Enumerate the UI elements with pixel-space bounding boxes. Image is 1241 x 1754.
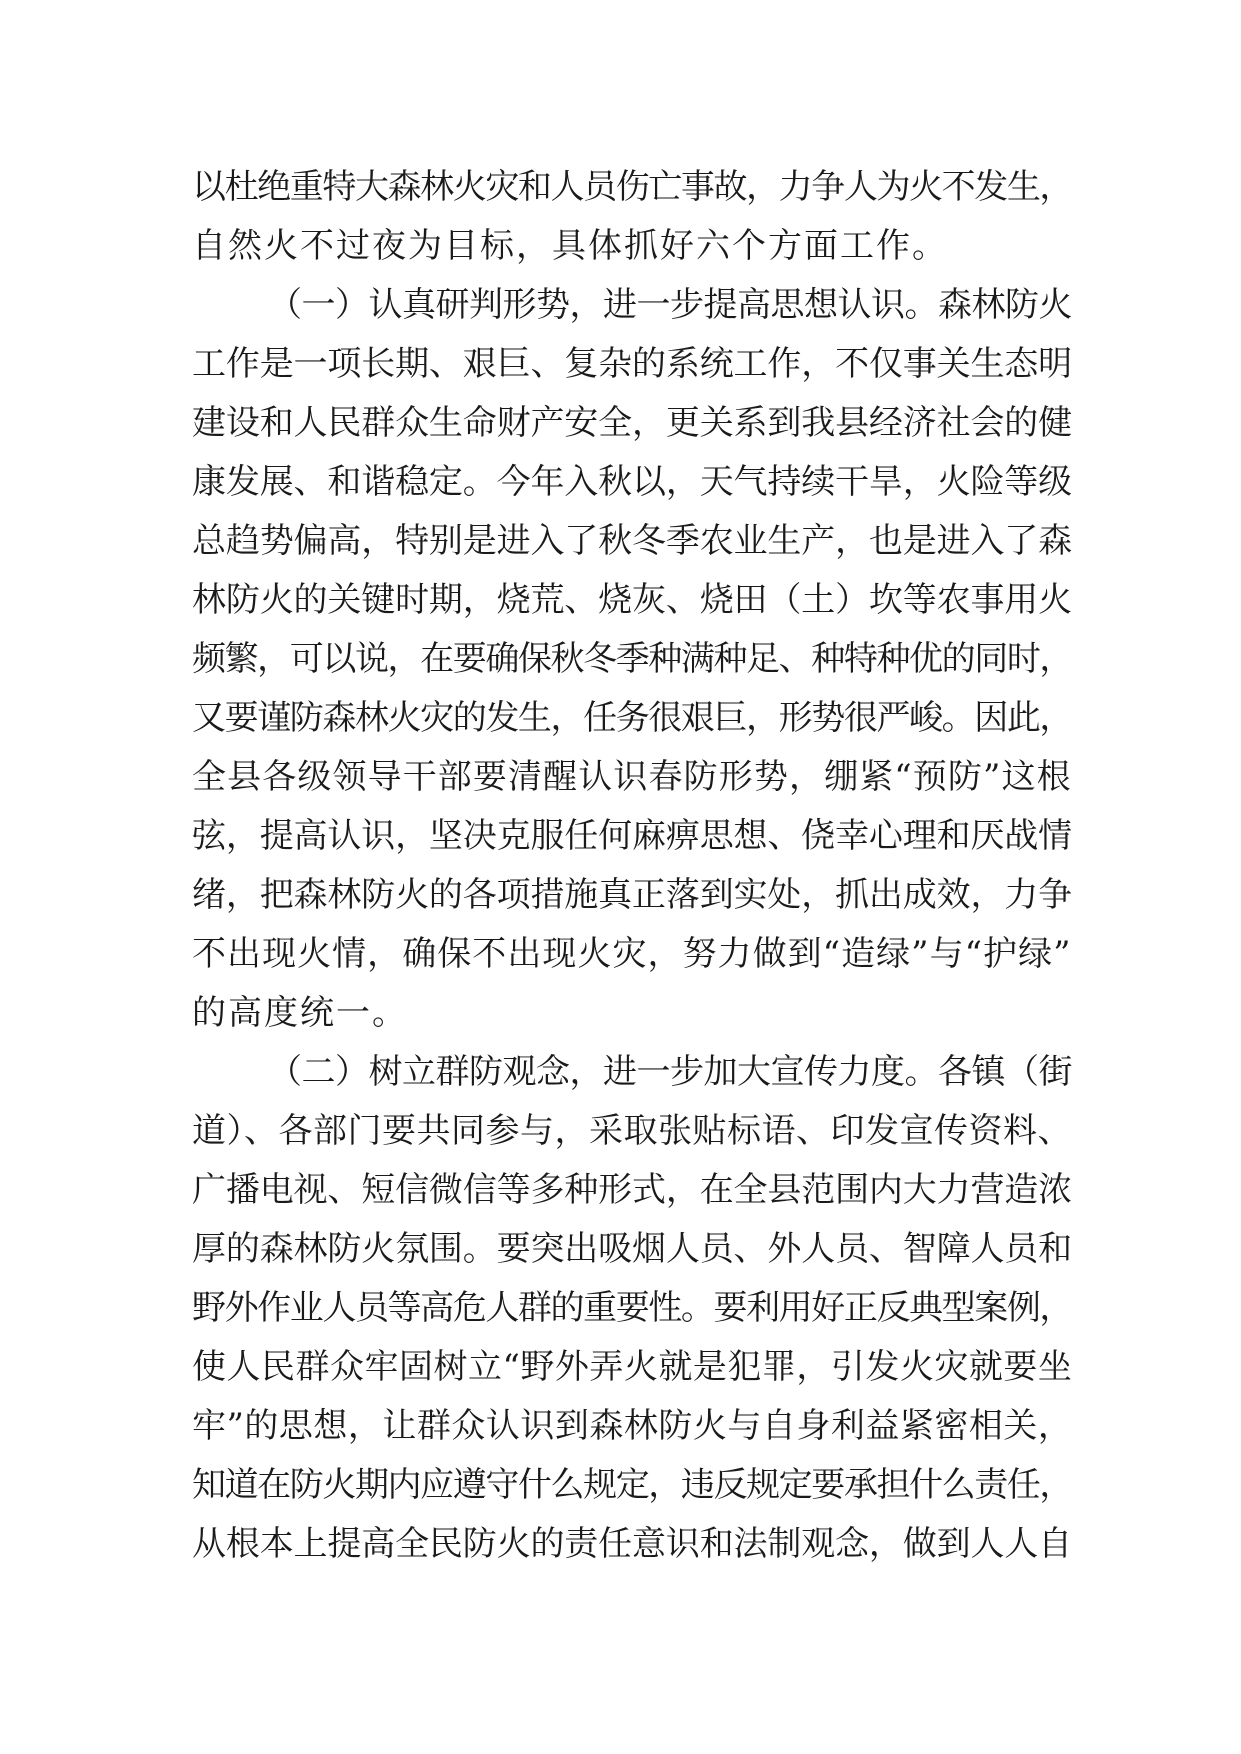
text-line: 自然火不过夜为目标，具体抓好六个方面工作。 <box>192 226 948 266</box>
text-line: 野外作业人员等高危人群的重要性。要利用好正反典型案例， <box>192 1288 1072 1328</box>
text-line: 绪，把森林防火的各项措施真正落到实处，抓出成效，力争 <box>192 875 1072 915</box>
text-line: 康发展、和谐稳定。今年入秋以，天气持续干旱，火险等级 <box>192 462 1072 502</box>
text-line: 弦，提高认识，坚决克服任何麻痹思想、侥幸心理和厌战情 <box>192 816 1072 856</box>
text-line: 林防火的关键时期，烧荒、烧灰、烧田（土）坎等农事用火 <box>192 580 1072 620</box>
text-line: 频繁，可以说，在要确保秋冬季种满种足、种特种优的同时， <box>192 639 1072 679</box>
text-line: 不出现火情，确保不出现火灾，努力做到“造绿”与“护绿” <box>192 934 1072 974</box>
text-line: 又要谨防森林火灾的发生，任务很艰巨，形势很严峻。因此， <box>192 698 1072 738</box>
text-line: 以杜绝重特大森林火灾和人员伤亡事故，力争人为火不发生， <box>192 167 1072 207</box>
text-line: 道）、各部门要共同参与，采取张贴标语、印发宣传资料、 <box>192 1111 1072 1151</box>
text-line: 广播电视、短信微信等多种形式，在全县范围内大力营造浓 <box>192 1170 1072 1210</box>
paragraph-heading-line: （二）树立群防观念，进一步加大宣传力度。各镇（街 <box>268 1052 1072 1092</box>
document-body <box>192 158 1072 1574</box>
text-line: 的高度统一。 <box>192 993 408 1033</box>
text-line: 厚的森林防火氛围。要突出吸烟人员、外人员、智障人员和 <box>192 1229 1072 1269</box>
text-line: 使人民群众牢固树立“野外弄火就是犯罪，引发火灾就要坐 <box>192 1347 1073 1387</box>
text-line: 建设和人民群众生命财产安全，更关系到我县经济社会的健 <box>192 403 1072 443</box>
paragraph-heading-line: （一）认真研判形势，进一步提高思想认识。森林防火 <box>268 285 1072 325</box>
text-line: 总趋势偏高，特别是进入了秋冬季农业生产，也是进入了森 <box>192 521 1072 561</box>
text-line: 全县各级领导干部要清醒认识春防形势，绷紧“预防”这根 <box>192 757 1072 797</box>
text-line: 从根本上提高全民防火的责任意识和法制观念，做到人人自 <box>192 1524 1072 1564</box>
text-line: 知道在防火期内应遵守什么规定，违反规定要承担什么责任， <box>192 1465 1072 1505</box>
text-line: 牢”的思想，让群众认识到森林防火与自身利益紧密相关， <box>192 1406 1073 1446</box>
text-line: 工作是一项长期、艰巨、复杂的系统工作，不仅事关生态明 <box>192 344 1072 384</box>
